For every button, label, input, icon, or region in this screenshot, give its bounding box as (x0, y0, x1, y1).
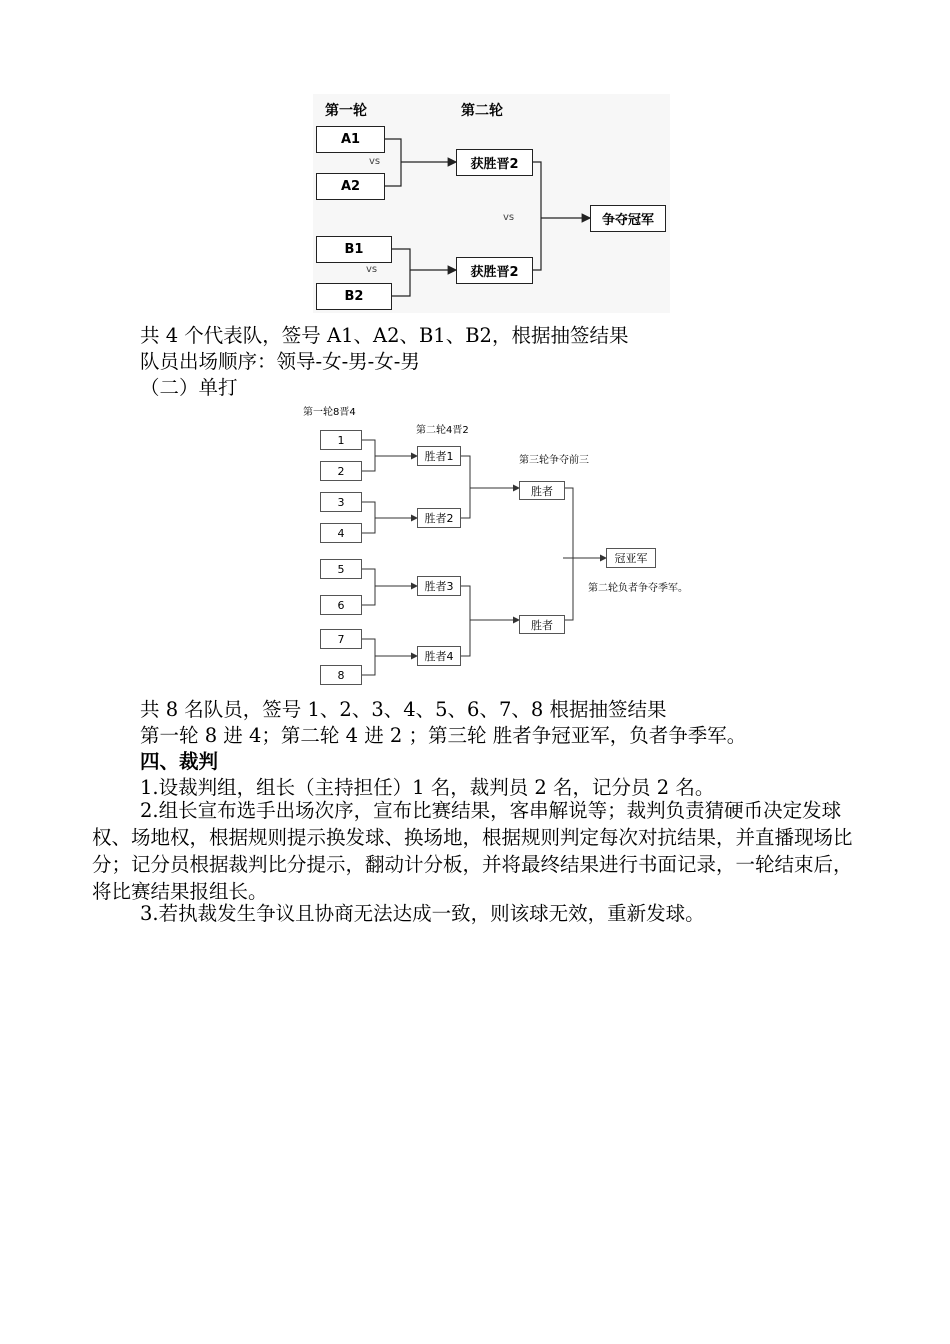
semi-winner-box-bottom: 胜者 (519, 615, 565, 634)
winner-box-3: 胜者3 (417, 576, 461, 596)
winner-box-2: 胜者2 (417, 508, 461, 528)
singles-heading: （二）单打 (140, 376, 238, 399)
seed-box-3: 3 (320, 492, 362, 512)
team-box-b1: B1 (316, 236, 392, 263)
round3-label: 第三轮争夺前三 (519, 455, 589, 466)
round1-label: 第一轮 (325, 103, 367, 119)
team-box-a1: A1 (316, 126, 385, 153)
section-heading-referee: 四、裁判 (140, 750, 219, 773)
round2-label: 第二轮 (461, 103, 503, 119)
third-place-note: 第二轮负者争夺季军。 (588, 583, 688, 594)
vs-label-final: vs (503, 212, 515, 223)
doubles-order-text: 队员出场顺序：领导-女-男-女-男 (140, 350, 420, 373)
winner-box-a: 获胜晋2 (456, 149, 533, 176)
vs-label-a: vs (369, 156, 381, 167)
singles-draw-text: 共 8 名队员，签号 1、2、3、4、5、6、7、8 根据抽签结果 (140, 698, 667, 721)
round2-label: 第二轮4晋2 (416, 425, 469, 436)
winner-box-4: 胜者4 (417, 646, 461, 666)
semi-winner-box-top: 胜者 (519, 481, 565, 500)
seed-box-2: 2 (320, 461, 362, 481)
seed-box-1: 1 (320, 430, 362, 450)
seed-box-8: 8 (320, 665, 362, 685)
doubles-draw-text: 共 4 个代表队，签号 A1、A2、B1、B2，根据抽签结果 (140, 324, 629, 347)
referee-paragraph-2: 2.组长宣布选手出场次序，宣布比赛结果，客串解说等；裁判负责猜硬币决定发球权、场地权，根据规则提示换发球、换场地，根据规则判定每次对抗结果，并直播现场比分；记分员根据裁判比分提示，翻动计分板，并将最终结果进行书面记录，一轮结束后，将比赛结果报组长。 (92, 799, 853, 903)
final-box: 争夺冠军 (590, 205, 666, 232)
referee-paragraph-1: 1.设裁判组，组长（主持担任）1 名，裁判员 2 名，记分员 2 名。 (140, 776, 715, 799)
referee-paragraph-3: 3.若执裁发生争议且协商无法达成一致，则该球无效，重新发球。 (140, 902, 705, 925)
seed-box-6: 6 (320, 595, 362, 615)
singles-rounds-text: 第一轮 8 进 4；第二轮 4 进 2 ；第三轮 胜者争冠亚军，负者争季军。 (140, 724, 747, 747)
singles-bracket-diagram (295, 398, 715, 690)
team-box-b2: B2 (316, 283, 392, 310)
seed-box-5: 5 (320, 559, 362, 579)
winner-box-b: 获胜晋2 (456, 257, 533, 284)
vs-label-b: vs (366, 264, 378, 275)
seed-box-7: 7 (320, 629, 362, 649)
winner-box-1: 胜者1 (417, 446, 461, 466)
final-box: 冠亚军 (606, 548, 656, 568)
seed-box-4: 4 (320, 523, 362, 543)
team-bracket-diagram (313, 94, 670, 313)
team-box-a2: A2 (316, 173, 385, 200)
round1-label: 第一轮8晋4 (303, 407, 356, 418)
